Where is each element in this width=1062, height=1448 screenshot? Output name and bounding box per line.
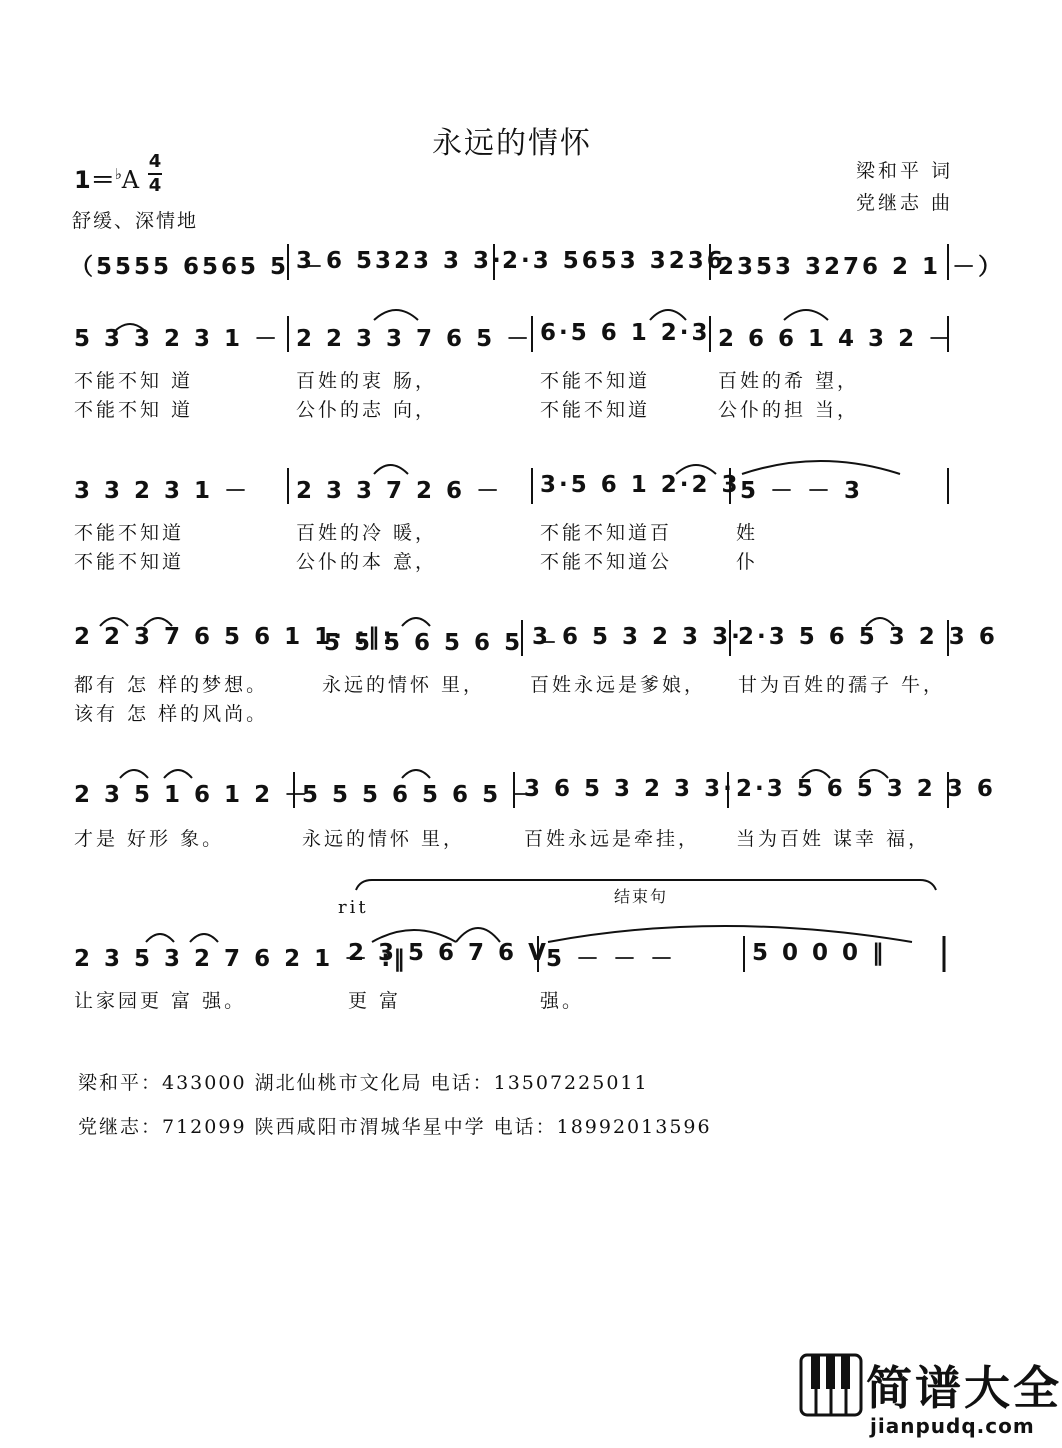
row-2-lyric2-3: 仆 xyxy=(736,551,759,573)
row-5-measure-2: 5 － － － xyxy=(546,946,677,972)
row-2-lyric1-1: 百姓的冷 暖， xyxy=(296,522,438,544)
row-2-lyric1-2: 不能不知道百 xyxy=(540,522,673,544)
row-1-lyric1-1: 百姓的衷 肠， xyxy=(296,370,438,392)
row-3-measure-1: 5 5 5 6 5 6 5 － xyxy=(324,630,561,656)
row-5-lyric1-1: 更 富 xyxy=(348,990,402,1012)
row-3-lyric1-0: 都有 怎 样的梦想。 xyxy=(74,674,269,696)
row-5-measure-0: 2 3 5 3 2 7 6 2 1 － :‖ xyxy=(74,946,408,972)
row-2-measure-1: 2 3 3 7 2 6 － xyxy=(296,478,503,504)
row-3-measure-0: 2 2 3 7 6 5 6 1 1· :‖: xyxy=(74,624,395,650)
row-4-measure-3: 2·3 5 6 5 3 2 3 6 xyxy=(736,776,996,802)
row-5-measure-3: 5 0 0 0 ‖ xyxy=(752,940,887,966)
row-3-lyric1-1: 永远的情怀 里， xyxy=(322,674,486,696)
footer-line-composer: 党继志：712099 陕西咸阳市渭城华星中学 电话：18992013596 xyxy=(78,1116,712,1138)
composer-credit: 党继志 曲 xyxy=(856,192,954,214)
time-signature: 4 4 xyxy=(148,151,162,196)
row-2-lyric2-2: 不能不知道公 xyxy=(540,551,673,573)
row-2-measure-2: 3·5 6 1 2·2 3 xyxy=(540,472,741,498)
row-4-measure-0: 2 3 5 1 6 1 2 － xyxy=(74,782,311,808)
row-4-measure-2: 3 6 5 3 2 3 3· xyxy=(524,776,735,802)
row-5-lyric1-0: 让家园更 富 强。 xyxy=(74,990,247,1012)
row-4-lyric1-2: 百姓永远是牵挂， xyxy=(524,828,701,850)
row-5-measure-1: 2 3 5 6 7 6 V xyxy=(348,940,549,966)
row-1-measure-3: 2 6 6 1 4 3 2 － xyxy=(718,326,955,352)
row-1-measure-0: 5 3 3 2 3 1 － xyxy=(74,326,281,352)
row-1-lyric2-3: 公仆的担 当， xyxy=(718,399,860,421)
row-2-measure-3: 5 － － 3 xyxy=(740,478,864,504)
row-2-lyric2-1: 公仆的本 意， xyxy=(296,551,438,573)
ending-label: 结束句 xyxy=(614,887,669,906)
lyricist-credit: 梁和平 词 xyxy=(856,160,954,182)
row-0-measure-3: 2353 3276 2 1 －） xyxy=(718,254,1005,280)
row-2-lyric1-0: 不能不知道 xyxy=(74,522,185,544)
row-1-lyric2-2: 不能不知道 xyxy=(540,399,651,421)
row-2-lyric1-3: 姓 xyxy=(736,522,759,544)
row-4-measure-1: 5 5 5 6 5 6 5 － xyxy=(302,782,539,808)
row-4-lyric1-1: 永远的情怀 里， xyxy=(302,828,466,850)
row-1-lyric1-2: 不能不知道 xyxy=(540,370,651,392)
row-3-lyric1-2: 百姓永远是爹娘， xyxy=(530,674,707,696)
tempo-marking: 舒缓、深情地 xyxy=(72,210,199,232)
piano-keys-icon xyxy=(800,1354,862,1416)
site-logo xyxy=(800,1352,1062,1442)
row-2-measure-0: 3 3 2 3 1 － xyxy=(74,478,251,504)
song-title: 永远的情怀 xyxy=(432,126,592,161)
row-1-lyric1-3: 百姓的希 望， xyxy=(718,370,860,392)
key-signature: 1＝♭A xyxy=(74,165,140,194)
ritardando-mark: rit xyxy=(338,897,369,918)
row-0-measure-0: （5555 6565 5 － xyxy=(70,254,327,280)
row-1-lyric1-0: 不能不知 道 xyxy=(74,370,194,392)
row-5-lyric1-2: 强。 xyxy=(540,990,585,1012)
row-3-measure-2: 3 6 5 3 2 3 3· xyxy=(532,624,743,650)
row-2-lyric2-0: 不能不知道 xyxy=(74,551,185,573)
row-1-measure-1: 2 2 3 3 7 6 5 － xyxy=(296,326,533,352)
row-1-lyric2-0: 不能不知 道 xyxy=(74,399,194,421)
footer-line-lyricist: 梁和平：433000 湖北仙桃市文化局 电话：13507225011 xyxy=(78,1072,649,1094)
row-1-measure-2: 6·5 6 1 2·3 xyxy=(540,320,711,346)
row-3-lyric2-0: 该有 怎 样的风尚。 xyxy=(74,703,269,725)
row-3-measure-3: 2·3 5 6 5 3 2 3 6 xyxy=(738,624,998,650)
logo-name: 简谱大全 xyxy=(866,1361,1062,1415)
flat-icon: ♭ xyxy=(114,165,122,183)
row-1-lyric2-1: 公仆的志 向， xyxy=(296,399,438,421)
row-0-measure-2: 2·3 5653 3236 xyxy=(502,248,726,274)
logo-url: jianpudq.com xyxy=(870,1414,1035,1438)
row-4-lyric1-0: 才是 好形 象。 xyxy=(74,828,225,850)
row-4-lyric1-3: 当为百姓 谋幸 福， xyxy=(736,828,931,850)
row-3-lyric1-3: 甘为百姓的孺子 牛， xyxy=(738,674,946,696)
row-0-measure-1: 3 6 5323 3 3· xyxy=(296,248,504,274)
